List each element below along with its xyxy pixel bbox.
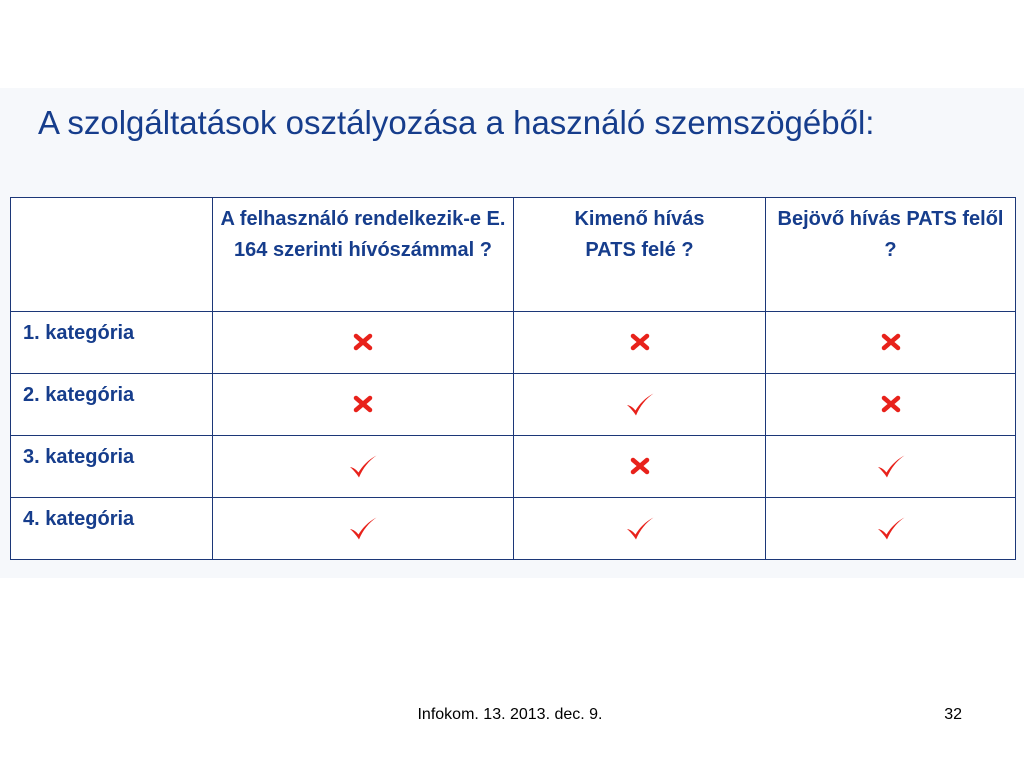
table-cell [213,374,514,436]
check-icon [876,454,906,480]
table-cell [514,374,766,436]
slide-number: 32 [944,706,962,723]
table-cell [213,436,514,498]
table-header-e164-number: A felhasználó rendelkezik-e E. 164 szerinti hívószámmal ? [213,198,514,312]
cross-icon [630,457,650,475]
row-label: 1. kategória [11,312,213,374]
cross-icon [881,395,901,413]
table-row [11,498,1016,560]
table-cell [514,498,766,560]
check-icon [876,516,906,542]
table-cell [514,312,766,374]
table-row [11,312,1016,374]
slide-title: A szolgáltatások osztályozása a használó szemszögéből: [38,104,875,141]
table-row [11,374,1016,436]
cross-icon [353,333,373,351]
table-cell [766,312,1016,374]
table-header-corner [11,198,213,312]
table-cell [766,436,1016,498]
table-cell [766,498,1016,560]
table-cell [514,436,766,498]
table-row [11,436,1016,498]
table-header-outgoing-call: Kimenő hívás PATS felé ? [514,198,766,312]
table-cell [766,374,1016,436]
table-header-row [11,198,1016,312]
check-icon [348,454,378,480]
classification-table [10,197,1016,560]
check-icon [348,516,378,542]
row-label: 4. kategória [11,498,213,560]
cross-icon [353,395,373,413]
check-icon [625,392,655,418]
cross-icon [630,333,650,351]
footer-text: Infokom. 13. 2013. dec. 9. [417,706,603,723]
table-cell [213,498,514,560]
row-label: 3. kategória [11,436,213,498]
table-cell [213,312,514,374]
row-label: 2. kategória [11,374,213,436]
table-header-incoming-call: Bejövő hívás PATS felől ? [766,198,1016,312]
cross-icon [881,333,901,351]
check-icon [625,516,655,542]
